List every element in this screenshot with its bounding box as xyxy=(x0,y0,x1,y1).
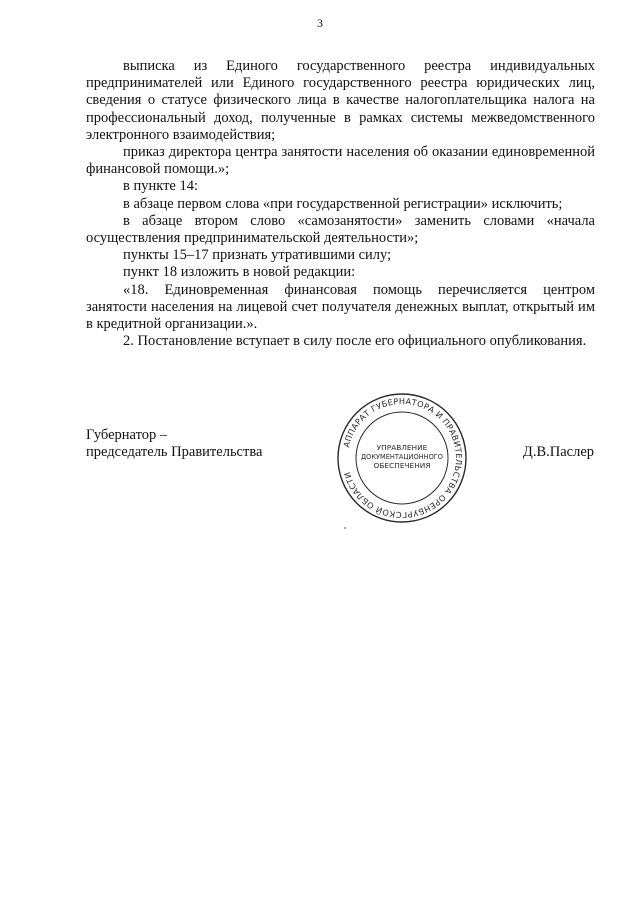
stamp-ring-text: АППАРАТ ГУБЕРНАТОРА И ПРАВИТЕЛЬСТВА ОРЕНБУРГСКОЙ ОБЛАСТИ xyxy=(341,395,465,521)
paragraph: в абзаце втором слово «самозанятости» заменить словами «начала осуществления предпринимательской деятельности»; xyxy=(86,212,595,247)
scan-artifact-dot xyxy=(344,527,346,529)
signatory-title xyxy=(86,427,262,461)
signatory-title-line: председатель Правительства xyxy=(86,444,263,461)
official-stamp xyxy=(336,392,468,524)
paragraph: в пункте 14: xyxy=(123,178,199,195)
stamp-center-line: ДОКУМЕНТАЦИОННОГО xyxy=(361,453,443,461)
paragraph: 2. Постановление вступает в силу после его официального опубликования. xyxy=(123,333,587,350)
stamp-center-line: УПРАВЛЕНИЕ xyxy=(376,443,428,452)
paragraph: выписка из Единого государственного реестра индивидуальных предпринимателей или Единого государственного реестра юридических лиц, сведения о статусе физического лица в качестве налогоплательщика налога на профессиональный доход, полученные в рамках системы межведомственного электронного взаимодействия; xyxy=(86,58,595,143)
paragraph: пункт 18 изложить в новой редакции: xyxy=(123,264,356,281)
signatory-name: Д.В.Паслер xyxy=(522,444,594,460)
paragraph: пункты 15–17 признать утратившими силу; xyxy=(123,247,392,264)
stamp-seal xyxy=(336,392,468,524)
stamp-center-line: ОБЕСПЕЧЕНИЯ xyxy=(373,461,431,470)
page-number: 3 xyxy=(317,16,323,30)
signatory-title-line: Губернатор – xyxy=(86,427,168,443)
paragraph: приказ директора центра занятости населения об оказании единовременной финансовой помощи.»; xyxy=(86,144,595,178)
paragraph: в абзаце первом слова «при государственной регистрации» исключить; xyxy=(123,195,563,212)
paragraph: «18. Единовременная финансовая помощь перечисляется центром занятости населения на лицевой счет получателя денежных выплат, открытый им в кредитной организации.». xyxy=(86,281,595,333)
document-body xyxy=(86,58,595,350)
